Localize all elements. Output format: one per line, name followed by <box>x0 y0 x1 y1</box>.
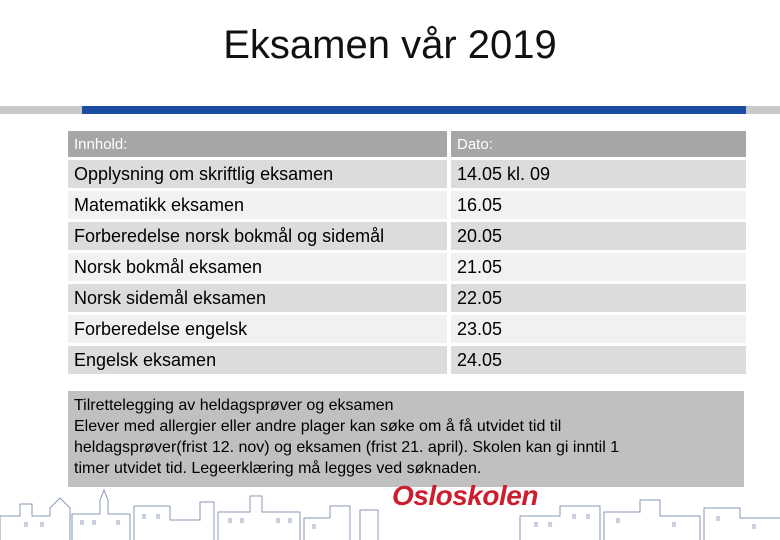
table-row <box>68 222 746 250</box>
row-content: Engelsk eksamen <box>68 346 447 374</box>
table-header-row <box>68 131 746 157</box>
row-content: Forberedelse engelsk <box>68 315 447 343</box>
row-date: 21.05 <box>447 253 746 281</box>
table-row <box>68 253 746 281</box>
row-date: 24.05 <box>447 346 746 374</box>
table-row <box>68 284 746 312</box>
table-row <box>68 346 746 374</box>
city-skyline-illustration <box>0 486 780 540</box>
accommodation-notice <box>68 391 744 487</box>
row-content: Norsk bokmål eksamen <box>68 253 447 281</box>
table-row <box>68 160 746 188</box>
notice-line: timer utvidet tid. Legeerklæring må legges ved søknaden. <box>74 460 482 477</box>
header-content: Innhold: <box>68 131 447 157</box>
row-content: Forberedelse norsk bokmål og sidemål <box>68 222 447 250</box>
notice-line: Elever med allergier eller andre plager kan søke om å få utvidet tid til <box>74 418 562 435</box>
osloskolen-logo: Osloskolen <box>392 480 538 511</box>
notice-heading: Tilrettelegging av heldagsprøver og eksamen <box>74 397 394 414</box>
notice-line: heldagsprøver(frist 12. nov) og eksamen (frist 21. april). Skolen kan gi inntil 1 <box>74 439 620 456</box>
divider-blue <box>82 106 746 114</box>
row-date: 14.05 kl. 09 <box>447 160 746 188</box>
exam-schedule-table <box>68 128 746 377</box>
row-content: Norsk sidemål eksamen <box>68 284 447 312</box>
row-date: 16.05 <box>447 191 746 219</box>
table-row <box>68 191 746 219</box>
row-date: 23.05 <box>447 315 746 343</box>
header-date: Dato: <box>447 131 746 157</box>
slide-title: Eksamen vår 2019 <box>223 23 557 67</box>
row-date: 22.05 <box>447 284 746 312</box>
row-date: 20.05 <box>447 222 746 250</box>
table-row <box>68 315 746 343</box>
row-content: Matematikk eksamen <box>68 191 447 219</box>
row-content: Opplysning om skriftlig eksamen <box>68 160 447 188</box>
